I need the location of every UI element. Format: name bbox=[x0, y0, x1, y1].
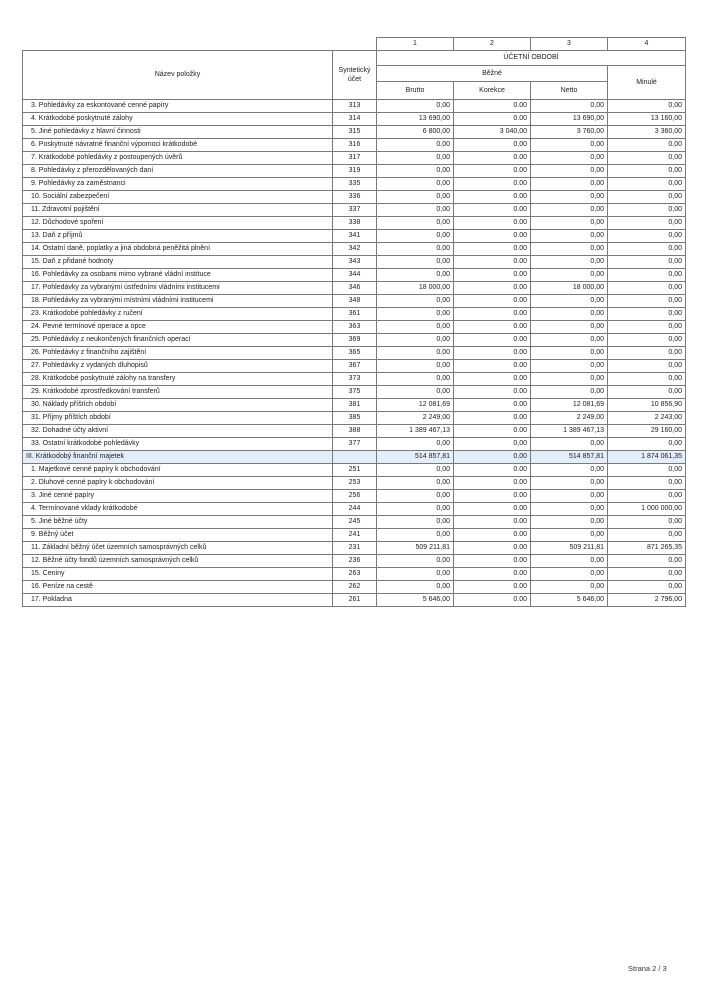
table-row bbox=[23, 412, 686, 425]
item-name: 3. Pohledávky za eskontované cenné papíry bbox=[23, 100, 333, 113]
item-name: 2. Dluhové cenné papíry k obchodování bbox=[23, 477, 333, 490]
account-number: 375 bbox=[333, 386, 377, 399]
brutto-value: 0,00 bbox=[377, 347, 454, 360]
account-number: 377 bbox=[333, 438, 377, 451]
previous-value: 2 796,00 bbox=[608, 594, 686, 607]
previous-value: 0,00 bbox=[608, 282, 686, 295]
netto-value: 0,00 bbox=[531, 477, 608, 490]
account-number: 245 bbox=[333, 516, 377, 529]
table-row bbox=[23, 204, 686, 217]
item-name: 33. Ostatní krátkodobé pohledávky bbox=[23, 438, 333, 451]
brutto-value: 0,00 bbox=[377, 204, 454, 217]
item-name: 10. Sociální zabezpečení bbox=[23, 191, 333, 204]
netto-value: 0,00 bbox=[531, 269, 608, 282]
netto-value: 0,00 bbox=[531, 178, 608, 191]
item-name: 5. Jiné pohledávky z hlavní činnosti bbox=[23, 126, 333, 139]
account-number: 381 bbox=[333, 399, 377, 412]
account-number: 346 bbox=[333, 282, 377, 295]
item-name: 11. Základní běžný účet územních samosprávných celků bbox=[23, 542, 333, 555]
brutto-value: 0,00 bbox=[377, 165, 454, 178]
netto-value: 0,00 bbox=[531, 139, 608, 152]
account-number: 341 bbox=[333, 230, 377, 243]
korekce-value: 0.00 bbox=[454, 308, 531, 321]
table-row bbox=[23, 321, 686, 334]
brutto-value: 0,00 bbox=[377, 490, 454, 503]
item-name: 26. Pohledávky z finančního zajištění bbox=[23, 347, 333, 360]
korekce-value: 0.00 bbox=[454, 321, 531, 334]
item-name: 8. Pohledávky z přerozdělovaných daní bbox=[23, 165, 333, 178]
item-name: 5. Jiné běžné účty bbox=[23, 516, 333, 529]
previous-value: 0,00 bbox=[608, 191, 686, 204]
page-number: Strana 2 / 3 bbox=[628, 964, 667, 973]
account-number: 313 bbox=[333, 100, 377, 113]
previous-value: 13 160,00 bbox=[608, 113, 686, 126]
account-number: 241 bbox=[333, 529, 377, 542]
korekce-value: 0,00 bbox=[454, 438, 531, 451]
table-row bbox=[23, 269, 686, 282]
brutto-value: 0,00 bbox=[377, 269, 454, 282]
brutto-value: 0,00 bbox=[377, 308, 454, 321]
table-row bbox=[23, 126, 686, 139]
korekce-value: 0.00 bbox=[454, 100, 531, 113]
previous-value: 0,00 bbox=[608, 217, 686, 230]
table-row bbox=[23, 360, 686, 373]
item-name: 25. Pohledávky z neukončených finančních operací bbox=[23, 334, 333, 347]
item-name: 28. Krátkodobé poskytnuté zálohy na transfery bbox=[23, 373, 333, 386]
table-row bbox=[23, 282, 686, 295]
korekce-value: 0.00 bbox=[454, 152, 531, 165]
korekce-value: 0.00 bbox=[454, 425, 531, 438]
previous-value: 871 265,35 bbox=[608, 542, 686, 555]
previous-value: 29 160,00 bbox=[608, 425, 686, 438]
brutto-value: 0,00 bbox=[377, 477, 454, 490]
table-row bbox=[23, 256, 686, 269]
account-number: 363 bbox=[333, 321, 377, 334]
brutto-value: 0,00 bbox=[377, 464, 454, 477]
korekce-value: 0.00 bbox=[454, 178, 531, 191]
netto-value: 0,00 bbox=[531, 308, 608, 321]
previous-value: 0,00 bbox=[608, 295, 686, 308]
netto-value: 1 389 467,13 bbox=[531, 425, 608, 438]
netto-value: 0,00 bbox=[531, 438, 608, 451]
table-row bbox=[23, 594, 686, 607]
table-row bbox=[23, 503, 686, 516]
netto-value: 0,00 bbox=[531, 100, 608, 113]
previous-value: 0,00 bbox=[608, 555, 686, 568]
previous-value: 0,00 bbox=[608, 373, 686, 386]
korekce-value: 0.00 bbox=[454, 477, 531, 490]
account-number: 262 bbox=[333, 581, 377, 594]
korekce-value: 0.00 bbox=[454, 503, 531, 516]
item-name: 17. Pokladna bbox=[23, 594, 333, 607]
account-number: 369 bbox=[333, 334, 377, 347]
table-row bbox=[23, 555, 686, 568]
balance-sheet-table bbox=[22, 37, 686, 607]
blank-corner bbox=[23, 38, 377, 51]
account-number: 317 bbox=[333, 152, 377, 165]
item-name: 23. Krátkodobé pohledávky z ručení bbox=[23, 308, 333, 321]
table-row bbox=[23, 295, 686, 308]
netto-value: 0,00 bbox=[531, 373, 608, 386]
brutto-value: 0,00 bbox=[377, 360, 454, 373]
account-number: 236 bbox=[333, 555, 377, 568]
column-number: 4 bbox=[608, 38, 686, 51]
item-name: 14. Ostatní daně, poplatky a jiná obdobná peněžitá plnění bbox=[23, 243, 333, 256]
korekce-value: 0.00 bbox=[454, 373, 531, 386]
item-name: 4. Termínované vklady krátkodobé bbox=[23, 503, 333, 516]
item-name: 16. Peníze na cestě bbox=[23, 581, 333, 594]
column-number: 3 bbox=[531, 38, 608, 51]
korekce-value: 0.00 bbox=[454, 555, 531, 568]
netto-value: 3 760,00 bbox=[531, 126, 608, 139]
account-number: 251 bbox=[333, 464, 377, 477]
header-brutto: Brutto bbox=[377, 82, 454, 100]
account-number: 261 bbox=[333, 594, 377, 607]
netto-value: 2 249,00 bbox=[531, 412, 608, 425]
korekce-value: 0,00 bbox=[454, 451, 531, 464]
item-name: 4. Krátkodobé poskytnuté zálohy bbox=[23, 113, 333, 126]
netto-value: 0,00 bbox=[531, 464, 608, 477]
table-body bbox=[23, 100, 686, 607]
korekce-value: 0.00 bbox=[454, 347, 531, 360]
item-name: 16. Pohledávky za osobami mimo vybrané vládní instituce bbox=[23, 269, 333, 282]
netto-value: 0,00 bbox=[531, 243, 608, 256]
table-row bbox=[23, 308, 686, 321]
netto-value: 0,00 bbox=[531, 191, 608, 204]
brutto-value: 2 249,00 bbox=[377, 412, 454, 425]
header-previous-period: Minulé bbox=[608, 66, 686, 100]
brutto-value: 0,00 bbox=[377, 139, 454, 152]
korekce-value: 0.00 bbox=[454, 243, 531, 256]
table-row bbox=[23, 334, 686, 347]
netto-value: 12 081,69 bbox=[531, 399, 608, 412]
account-number: 344 bbox=[333, 269, 377, 282]
brutto-value: 0,00 bbox=[377, 321, 454, 334]
previous-value: 0,00 bbox=[608, 438, 686, 451]
previous-value: 0,00 bbox=[608, 256, 686, 269]
brutto-value: 12 081,69 bbox=[377, 399, 454, 412]
brutto-value: 0,00 bbox=[377, 256, 454, 269]
table-row bbox=[23, 490, 686, 503]
previous-value: 0,00 bbox=[608, 360, 686, 373]
netto-value: 0,00 bbox=[531, 165, 608, 178]
korekce-value: 0.00 bbox=[454, 594, 531, 607]
account-number: 314 bbox=[333, 113, 377, 126]
previous-value: 0,00 bbox=[608, 308, 686, 321]
korekce-value: 0.00 bbox=[454, 542, 531, 555]
netto-value: 0,00 bbox=[531, 152, 608, 165]
brutto-value: 0,00 bbox=[377, 295, 454, 308]
previous-value: 0,00 bbox=[608, 139, 686, 152]
account-number: 316 bbox=[333, 139, 377, 152]
previous-value: 0,00 bbox=[608, 204, 686, 217]
item-name: 24. Pevné termínové operace a opce bbox=[23, 321, 333, 334]
netto-value: 0,00 bbox=[531, 230, 608, 243]
previous-value: 0,00 bbox=[608, 152, 686, 165]
item-name: 6. Poskytnuté návratné finanční výpomoci krátkodobé bbox=[23, 139, 333, 152]
korekce-value: 0.00 bbox=[454, 269, 531, 282]
netto-value: 5 646,00 bbox=[531, 594, 608, 607]
korekce-value: 0.00 bbox=[454, 490, 531, 503]
table-row bbox=[23, 217, 686, 230]
previous-value: 0,00 bbox=[608, 490, 686, 503]
previous-value: 0,00 bbox=[608, 230, 686, 243]
account-number: 244 bbox=[333, 503, 377, 516]
brutto-value: 6 800,00 bbox=[377, 126, 454, 139]
korekce-value: 0.00 bbox=[454, 529, 531, 542]
table-row bbox=[23, 477, 686, 490]
korekce-value: 0.00 bbox=[454, 516, 531, 529]
brutto-value: 0,00 bbox=[377, 334, 454, 347]
netto-value: 514 857,81 bbox=[531, 451, 608, 464]
item-name: 17. Pohledávky za vybranými ústředními vládními institucemi bbox=[23, 282, 333, 295]
brutto-value: 5 646,00 bbox=[377, 594, 454, 607]
brutto-value: 0,00 bbox=[377, 503, 454, 516]
netto-value: 0,00 bbox=[531, 386, 608, 399]
brutto-value: 0,00 bbox=[377, 516, 454, 529]
section-row bbox=[23, 451, 686, 464]
account-number: 338 bbox=[333, 217, 377, 230]
previous-value: 0,00 bbox=[608, 165, 686, 178]
item-name: 11. Zdravotní pojištění bbox=[23, 204, 333, 217]
account-number: 388 bbox=[333, 425, 377, 438]
account-number bbox=[333, 451, 377, 464]
item-name: 9. Běžný účet bbox=[23, 529, 333, 542]
korekce-value: 0,00 bbox=[454, 139, 531, 152]
item-name: 13. Daň z příjmů bbox=[23, 230, 333, 243]
table-row bbox=[23, 386, 686, 399]
brutto-value: 0,00 bbox=[377, 386, 454, 399]
account-number: 315 bbox=[333, 126, 377, 139]
previous-value: 0,00 bbox=[608, 347, 686, 360]
previous-value: 0,00 bbox=[608, 464, 686, 477]
netto-value: 0,00 bbox=[531, 555, 608, 568]
brutto-value: 0,00 bbox=[377, 529, 454, 542]
previous-value: 0,00 bbox=[608, 529, 686, 542]
table-row bbox=[23, 581, 686, 594]
header-current-period: Běžné bbox=[377, 66, 608, 82]
korekce-value: 0.00 bbox=[454, 412, 531, 425]
brutto-value: 509 211,81 bbox=[377, 542, 454, 555]
brutto-value: 514 857,81 bbox=[377, 451, 454, 464]
table-row bbox=[23, 230, 686, 243]
previous-value: 2 243,00 bbox=[608, 412, 686, 425]
netto-value: 0,00 bbox=[531, 256, 608, 269]
netto-value: 0,00 bbox=[531, 568, 608, 581]
account-number: 256 bbox=[333, 490, 377, 503]
brutto-value: 0,00 bbox=[377, 373, 454, 386]
korekce-value: 0.00 bbox=[454, 386, 531, 399]
account-number: 365 bbox=[333, 347, 377, 360]
account-number: 335 bbox=[333, 178, 377, 191]
header-synthetic-account: Syntetický účet bbox=[333, 51, 377, 100]
account-number: 253 bbox=[333, 477, 377, 490]
brutto-value: 0,00 bbox=[377, 230, 454, 243]
header-item-name: Název položky bbox=[23, 51, 333, 100]
item-name: 7. Krátkodobé pohledávky z postoupených úvěrů bbox=[23, 152, 333, 165]
previous-value: 1 000 000,00 bbox=[608, 503, 686, 516]
netto-value: 0,00 bbox=[531, 295, 608, 308]
table-row bbox=[23, 438, 686, 451]
table-row bbox=[23, 542, 686, 555]
brutto-value: 0,00 bbox=[377, 555, 454, 568]
brutto-value: 0,00 bbox=[377, 568, 454, 581]
korekce-value: 0.00 bbox=[454, 165, 531, 178]
item-name: 31. Příjmy příštích období bbox=[23, 412, 333, 425]
korekce-value: 0.00 bbox=[454, 230, 531, 243]
previous-value: 0,00 bbox=[608, 334, 686, 347]
previous-value: 0,00 bbox=[608, 243, 686, 256]
brutto-value: 0,00 bbox=[377, 178, 454, 191]
netto-value: 0,00 bbox=[531, 360, 608, 373]
netto-value: 509 211,81 bbox=[531, 542, 608, 555]
netto-value: 0,00 bbox=[531, 334, 608, 347]
table-row bbox=[23, 516, 686, 529]
previous-value: 0,00 bbox=[608, 100, 686, 113]
table-row bbox=[23, 243, 686, 256]
brutto-value: 0,00 bbox=[377, 217, 454, 230]
account-number: 336 bbox=[333, 191, 377, 204]
column-number: 2 bbox=[454, 38, 531, 51]
previous-value: 0,00 bbox=[608, 386, 686, 399]
brutto-value: 0,00 bbox=[377, 581, 454, 594]
table-row bbox=[23, 139, 686, 152]
account-number: 342 bbox=[333, 243, 377, 256]
netto-value: 13 690,00 bbox=[531, 113, 608, 126]
korekce-value: 0.00 bbox=[454, 113, 531, 126]
account-number: 348 bbox=[333, 295, 377, 308]
brutto-value: 0,00 bbox=[377, 243, 454, 256]
item-name: 12. Běžné účty fondů územních samosprávných celků bbox=[23, 555, 333, 568]
netto-value: 0,00 bbox=[531, 490, 608, 503]
netto-value: 0,00 bbox=[531, 529, 608, 542]
previous-value: 0,00 bbox=[608, 269, 686, 282]
korekce-value: 0.00 bbox=[454, 217, 531, 230]
item-name: 3. Jiné cenné papíry bbox=[23, 490, 333, 503]
korekce-value: 0.00 bbox=[454, 399, 531, 412]
netto-value: 0,00 bbox=[531, 321, 608, 334]
table-row bbox=[23, 165, 686, 178]
item-name: 9. Pohledávky za zaměstnanci bbox=[23, 178, 333, 191]
korekce-value: 0.00 bbox=[454, 256, 531, 269]
item-name: 30. Náklady příštích období bbox=[23, 399, 333, 412]
previous-value: 0,00 bbox=[608, 516, 686, 529]
brutto-value: 13 690,00 bbox=[377, 113, 454, 126]
table-row bbox=[23, 178, 686, 191]
netto-value: 0,00 bbox=[531, 347, 608, 360]
brutto-value: 0,00 bbox=[377, 438, 454, 451]
table-row bbox=[23, 464, 686, 477]
header-accounting-period: ÚČETNÍ OBDOBÍ bbox=[377, 51, 686, 66]
table-row bbox=[23, 399, 686, 412]
korekce-value: 0.00 bbox=[454, 334, 531, 347]
previous-value: 0,00 bbox=[608, 568, 686, 581]
korekce-value: 0.00 bbox=[454, 581, 531, 594]
table-row bbox=[23, 152, 686, 165]
item-name: 18. Pohledávky za vybranými místními vládními institucemi bbox=[23, 295, 333, 308]
table-row bbox=[23, 568, 686, 581]
item-name: 27. Pohledávky z vydaných dluhopisů bbox=[23, 360, 333, 373]
netto-value: 0,00 bbox=[531, 516, 608, 529]
report-page bbox=[22, 37, 685, 607]
previous-value: 0,00 bbox=[608, 581, 686, 594]
korekce-value: 0.00 bbox=[454, 360, 531, 373]
header-korekce: Korekce bbox=[454, 82, 531, 100]
korekce-value: 0.00 bbox=[454, 568, 531, 581]
item-name: 32. Dohadné účty aktivní bbox=[23, 425, 333, 438]
previous-value: 0,00 bbox=[608, 477, 686, 490]
account-number: 231 bbox=[333, 542, 377, 555]
header-netto: Netto bbox=[531, 82, 608, 100]
item-name: 15. Daň z přidané hodnoty bbox=[23, 256, 333, 269]
item-name: 1. Majetkové cenné papíry k obchodování bbox=[23, 464, 333, 477]
netto-value: 18 000,00 bbox=[531, 282, 608, 295]
account-number: 263 bbox=[333, 568, 377, 581]
account-number: 385 bbox=[333, 412, 377, 425]
netto-value: 0,00 bbox=[531, 503, 608, 516]
previous-value: 3 360,00 bbox=[608, 126, 686, 139]
previous-value: 0,00 bbox=[608, 178, 686, 191]
account-number: 343 bbox=[333, 256, 377, 269]
account-number: 337 bbox=[333, 204, 377, 217]
table-row bbox=[23, 425, 686, 438]
netto-value: 0,00 bbox=[531, 217, 608, 230]
table-row bbox=[23, 347, 686, 360]
item-name: 29. Krátkodobé zprostředkování transferů bbox=[23, 386, 333, 399]
previous-value: 10 856,90 bbox=[608, 399, 686, 412]
netto-value: 0,00 bbox=[531, 204, 608, 217]
account-number: 319 bbox=[333, 165, 377, 178]
account-number: 361 bbox=[333, 308, 377, 321]
korekce-value: 0.00 bbox=[454, 204, 531, 217]
korekce-value: 0.00 bbox=[454, 191, 531, 204]
netto-value: 0,00 bbox=[531, 581, 608, 594]
korekce-value: 0.00 bbox=[454, 464, 531, 477]
korekce-value: 3 040,00 bbox=[454, 126, 531, 139]
table-row bbox=[23, 191, 686, 204]
brutto-value: 0,00 bbox=[377, 191, 454, 204]
column-number: 1 bbox=[377, 38, 454, 51]
account-number: 367 bbox=[333, 360, 377, 373]
previous-value: 0,00 bbox=[608, 321, 686, 334]
table-row bbox=[23, 100, 686, 113]
table-row bbox=[23, 113, 686, 126]
brutto-value: 18 000,00 bbox=[377, 282, 454, 295]
brutto-value: 1 389 467,13 bbox=[377, 425, 454, 438]
item-name: 15. Ceniny bbox=[23, 568, 333, 581]
brutto-value: 0,00 bbox=[377, 100, 454, 113]
table-row bbox=[23, 529, 686, 542]
korekce-value: 0.00 bbox=[454, 295, 531, 308]
account-number: 373 bbox=[333, 373, 377, 386]
item-name: III. Krátkodobý finanční majetek bbox=[23, 451, 333, 464]
column-number-row bbox=[23, 38, 686, 51]
item-name: 12. Důchodové spoření bbox=[23, 217, 333, 230]
table-row bbox=[23, 373, 686, 386]
previous-value: 1 874 061,35 bbox=[608, 451, 686, 464]
brutto-value: 0,00 bbox=[377, 152, 454, 165]
korekce-value: 0.00 bbox=[454, 282, 531, 295]
